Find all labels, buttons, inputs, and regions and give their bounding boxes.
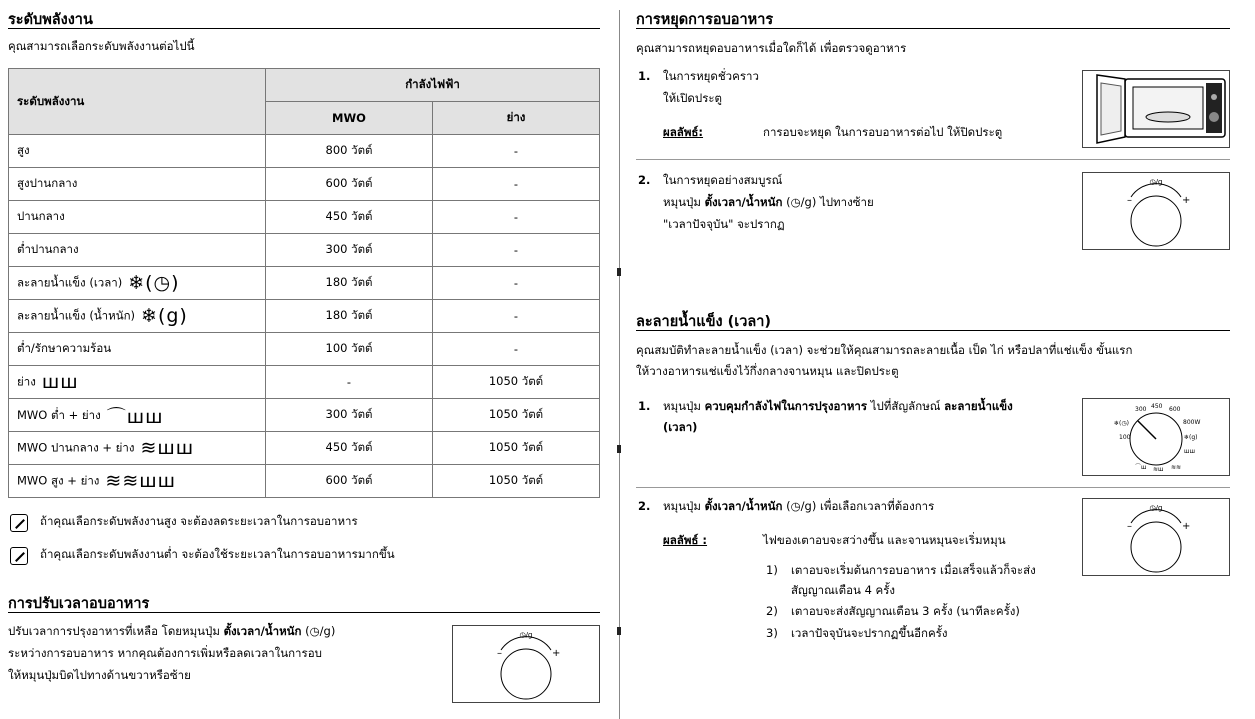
power-intro: คุณสามารถเลือกระดับพลังงานต่อไปนี้ (8, 39, 195, 53)
dial-plus: + (1182, 195, 1191, 206)
step-number: 2. (638, 499, 651, 513)
row-label: สูง (9, 135, 266, 168)
result-step-text: เตาอบจะเริ่มต้นการอบอาหาร เมื่อเสร็จแล้วก็จะส่ง (791, 563, 1036, 577)
dial-grill: ꟺꟺ (1184, 448, 1195, 455)
adjust-time-title: การปรับเวลาอบอาหาร (8, 596, 150, 612)
result-step-number: 2) (766, 604, 778, 618)
step-number: 2. (638, 173, 651, 187)
dial-illustration (1082, 498, 1230, 576)
row-label: ย่าง ꟺꟺ (9, 366, 266, 399)
dial-tick-800: 800W (1183, 419, 1201, 426)
adjust-line-2: ระหว่างการอบอาหาร หากคุณต้องการเพิ่มหรือลดเวลาในการอบ (8, 646, 322, 660)
dial-tick-450: 450 (1151, 403, 1163, 410)
row-grill: - (433, 267, 600, 300)
stop-step2-line1: ในการหยุดอย่างสมบูรณ์ (663, 173, 783, 187)
dial-combo-low: ⌒ꟺ (1135, 464, 1147, 471)
dial-label: ◷/g (1149, 504, 1163, 512)
power-level-title: ระดับพลังงาน (8, 12, 93, 28)
table-row (9, 135, 600, 168)
dial-tick-100: 100 (1119, 434, 1131, 441)
mode-symbol-icon: ❄(g) (141, 305, 188, 327)
result-label: ผลลัพธ์ : (663, 533, 708, 547)
defrost-step2-line1: หมุนปุ่ม ตั้งเวลา/น้ำหนัก (◷/g) เพื่อเลือกเวลาที่ต้องการ (663, 499, 935, 513)
row-mwo: 800 วัตต์ (266, 135, 433, 168)
row-label: สูงปานกลาง (9, 168, 266, 201)
dial-illustration (452, 625, 600, 703)
note-icon (10, 547, 28, 565)
dial-minus: – (497, 648, 502, 659)
row-mwo: 300 วัตต์ (266, 399, 433, 432)
row-mwo: - (266, 366, 433, 399)
dial-label: ◷/g (1149, 178, 1163, 186)
result-step-text: เวลาปัจจุบันจะปรากฏขึ้นอีกครั้ง (791, 626, 948, 640)
row-mwo: 180 วัตต์ (266, 267, 433, 300)
header-grill: ย่าง (433, 102, 600, 135)
table-row (9, 168, 600, 201)
row-grill: - (433, 333, 600, 366)
table-row (9, 267, 600, 300)
row-mwo: 300 วัตต์ (266, 234, 433, 267)
note-low: ถ้าคุณเลือกระดับพลังงานต่ำ จะต้องใช้ระยะเวลาในการอบอาหารมากขึ้น (40, 547, 395, 561)
table-row (9, 300, 600, 333)
dial-tick-300: 300 (1135, 406, 1147, 413)
row-label: ละลายน้ำแข็ง (น้ำหนัก) ❄(g) (9, 300, 266, 333)
row-mwo: 100 วัตต์ (266, 333, 433, 366)
column-marker (617, 445, 621, 453)
table-row (9, 399, 600, 432)
adjust-line-1: ปรับเวลาการปรุงอาหารที่เหลือ โดยหมุนปุ่ม ตั้งเวลา/น้ำหนัก (◷/g) (8, 624, 336, 638)
time-weight-dial-icon (1083, 499, 1229, 575)
table-row (9, 366, 600, 399)
title-rule (8, 28, 600, 29)
row-mwo: 450 วัตต์ (266, 201, 433, 234)
stop-cooking-title: การหยุดการอบอาหาร (636, 12, 774, 28)
dial-label: ◷/g (519, 631, 533, 639)
row-grill: 1050 วัตต์ (433, 432, 600, 465)
mode-symbol-icon: ꟺꟺ (41, 371, 79, 393)
dial-plus: + (1182, 521, 1191, 532)
row-label: ละลายน้ำแข็ง (เวลา) ❄(◷) (9, 267, 266, 300)
table-row (9, 333, 600, 366)
table-row (9, 432, 600, 465)
defrost-intro-1: คุณสมบัติทำละลายน้ำแข็ง (เวลา) จะช่วยให้คุณสามารถละลายเนื้อ เป็ด ไก่ หรือปลาที่แช่แข็ง ขั้นแรก (636, 343, 1133, 357)
column-divider (619, 10, 620, 719)
row-grill: 1050 วัตต์ (433, 399, 600, 432)
row-grill: 1050 วัตต์ (433, 366, 600, 399)
dial-combo-high: ≋≋ (1171, 464, 1182, 471)
dial-minus: – (1127, 521, 1132, 532)
step-number: 1. (638, 69, 651, 83)
stop-intro: คุณสามารถหยุดอบอาหารเมื่อใดก็ได้ เพื่อตรวจดูอาหาร (636, 41, 907, 55)
microwave-illustration (1082, 70, 1230, 148)
defrost-step1-line1: หมุนปุ่ม ควบคุมกำลังไฟในการปรุงอาหาร ไปที่สัญลักษณ์ ละลายน้ำแข็ง (663, 399, 1013, 413)
row-grill: - (433, 168, 600, 201)
microwave-open-door-icon (1083, 71, 1229, 147)
note-high: ถ้าคุณเลือกระดับพลังงานสูง จะต้องลดระยะเวลาในการอบอาหาร (40, 514, 358, 528)
dial-tick-600: 600 (1169, 406, 1181, 413)
row-mwo: 180 วัตต์ (266, 300, 433, 333)
stop-step1-line2: ให้เปิดประตู (663, 91, 723, 105)
note-icon (10, 514, 28, 532)
mode-symbol-icon: ❄(◷) (128, 272, 180, 294)
row-grill: - (433, 300, 600, 333)
defrost-step1-line2: (เวลา) (663, 420, 698, 434)
row-mwo: 450 วัตต์ (266, 432, 433, 465)
step-number: 1. (638, 399, 651, 413)
dial-combo-mid: ≋ꟺ (1153, 466, 1164, 473)
stop-step1-line1: ในการหยุดชั่วคราว (663, 69, 759, 83)
row-label: MWO ต่ำ + ย่าง ⌒ꟺꟺ (9, 399, 266, 432)
dial-plus: + (552, 648, 561, 659)
header-mwo: MWO (266, 102, 433, 135)
time-weight-dial-icon (1083, 173, 1229, 249)
dial-defrost-weight: ❄(g) (1184, 434, 1198, 441)
defrost-step2-result: ไฟของเตาอบจะสว่างขึ้น และจานหมุนจะเริ่มหมุน (763, 533, 1006, 547)
row-grill: - (433, 234, 600, 267)
header-power: กำลังไฟฟ้า (266, 69, 600, 102)
adjust-line-3: ให้หมุนปุ่มบิดไปทางด้านขวาหรือซ้าย (8, 668, 191, 682)
result-label: ผลลัพธ์: (663, 125, 704, 139)
table-row (9, 465, 600, 498)
result-step-text: สัญญาณเตือน 4 ครั้ง (791, 583, 896, 597)
title-rule (636, 28, 1230, 29)
mode-symbol-icon: ≋≋ꟺꟺ (105, 470, 177, 492)
dial-minus: – (1127, 195, 1132, 206)
row-label: MWO ปานกลาง + ย่าง ≋ꟺꟺ (9, 432, 266, 465)
row-grill: - (433, 135, 600, 168)
dial-defrost-time: ❄(◷) (1114, 420, 1129, 427)
header-level: ระดับพลังงาน (9, 69, 266, 135)
mode-symbol-icon: ≋ꟺꟺ (140, 437, 195, 459)
title-rule (636, 330, 1230, 331)
power-level-table (8, 68, 600, 498)
result-step-number: 1) (766, 563, 778, 577)
time-weight-dial-icon (453, 626, 599, 702)
row-mwo: 600 วัตต์ (266, 168, 433, 201)
row-grill: - (433, 201, 600, 234)
row-grill: 1050 วัตต์ (433, 465, 600, 498)
defrost-time-title: ละลายน้ำแข็ง (เวลา) (636, 314, 772, 330)
mode-symbol-icon: ⌒ꟺꟺ (106, 405, 164, 428)
column-marker (617, 268, 621, 276)
stop-step2-line3: "เวลาปัจจุบัน" จะปรากฏ (663, 217, 785, 231)
step-separator (636, 159, 1230, 160)
dial-illustration (1082, 172, 1230, 250)
power-dial-illustration (1082, 398, 1230, 476)
step-separator (636, 487, 1230, 488)
stop-step2-line2: หมุนปุ่ม ตั้งเวลา/น้ำหนัก (◷/g) ไปทางซ้าย (663, 195, 874, 209)
table-row (9, 201, 600, 234)
row-label: ปานกลาง (9, 201, 266, 234)
row-label: ต่ำปานกลาง (9, 234, 266, 267)
stop-step1-result: การอบจะหยุด ในการอบอาหารต่อไป ให้ปิดประตู (763, 125, 1003, 139)
table-row (9, 234, 600, 267)
row-label: MWO สูง + ย่าง ≋≋ꟺꟺ (9, 465, 266, 498)
title-rule (8, 612, 600, 613)
row-label: ต่ำ/รักษาความร้อน (9, 333, 266, 366)
row-mwo: 600 วัตต์ (266, 465, 433, 498)
defrost-intro-2: ให้วางอาหารแช่แข็งไว้กึ่งกลางจานหมุน และปิดประตู (636, 364, 899, 378)
power-level-dial-icon (1083, 399, 1229, 475)
result-step-text: เตาอบจะส่งสัญญาณเตือน 3 ครั้ง (นาทีละครั้ง) (791, 604, 1020, 618)
result-step-number: 3) (766, 626, 778, 640)
column-marker (617, 627, 621, 635)
